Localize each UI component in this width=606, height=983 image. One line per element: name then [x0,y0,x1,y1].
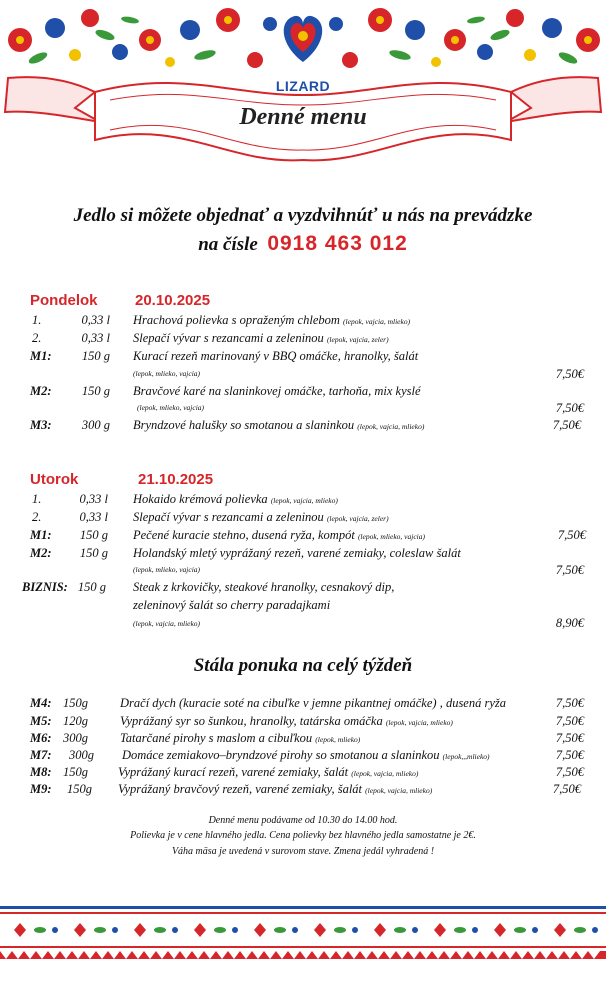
item-code: M8: [30,765,52,779]
day-name: Pondelok [30,292,98,309]
item-desc-line2: zeleninový šalát so cherry paradajkami [133,598,331,612]
item-code: 1. [32,492,42,506]
menu-item [0,528,606,546]
menu-item [0,765,606,783]
item-desc: Kurací rezeň marinovaný v BBQ omáčke, hranolky, šalát [133,349,419,363]
item-desc: Dračí dych (kuracie soté na cibuľke v jemne pikantnej omáčke) , dusená ryža [120,696,507,710]
item-allergens: (lepok, vajcia, mlieko) [385,718,453,727]
phone-number[interactable]: 0918 463 012 [267,232,408,255]
menu-item [0,782,606,800]
item-code: M4: [30,696,52,710]
day-name: Utorok [30,471,79,488]
item-qty: 150 g [81,384,110,398]
item-desc: Holandský mletý vyprážaný rezeň, varené zemiaky, coleslaw šalát [133,546,461,560]
item-qty: 150 g [79,546,108,560]
item-qty: 300g [63,731,88,745]
item-price: 8,90€ [555,616,584,630]
menu-item [0,313,606,331]
item-price: 7,50€ [555,563,584,577]
intro-prefix: na čísle [198,234,258,255]
menu-item [0,696,606,714]
menu-item-continued [0,598,606,616]
note-weight: Váha mäsa je uvedená v surovom stave. Zmena jedál vyhradená ! [171,846,435,857]
item-code: M6: [30,731,52,745]
item-code: BIZNIS: [22,580,68,594]
item-allergens: (lepok, mlieko, vajcia) [357,532,425,541]
item-code: M2: [30,384,52,398]
folk-ornament-footer [0,902,606,962]
item-qty: 0,33 l [79,510,108,524]
item-code: M3: [30,418,52,432]
menu-item [0,418,606,436]
item-desc: Bryndzové halušky so smotanou a slaninkou [133,418,355,432]
item-allergens: (lepok, mlieko, vajcia) [137,403,205,412]
item-desc: Slepačí vývar s rezancami a zeleninou [133,510,324,524]
menu-item [0,546,606,564]
menu-item-allergens-row [0,563,606,581]
item-allergens: (lepok, vajcia, mlieko) [365,786,433,795]
item-desc: Steak z krkovičky, steakové hranolky, cesnakový dip, [133,580,395,594]
item-allergens: (lepok,,,mlieko) [442,752,490,761]
menu-item [0,580,606,598]
item-code: M7: [30,748,52,762]
item-price: 7,50€ [552,418,581,432]
menu-item-allergens-row [0,616,606,634]
item-qty: 300 g [81,418,110,432]
item-qty: 150 g [79,528,108,542]
item-price: 7,50€ [552,782,581,796]
item-qty: 150g [63,696,88,710]
item-qty: 150g [67,782,92,796]
item-qty: 0,33 l [79,492,108,506]
menu-item [0,731,606,749]
item-price: 7,50€ [555,401,584,415]
item-qty: 0,33 l [81,331,110,345]
menu-item-allergens-row [0,401,606,419]
item-desc: Tatarčané pirohy s maslom a cibuľkou [120,731,313,745]
item-allergens: (lepok, vajcia, mlieko) [343,317,411,326]
item-price: 7,50€ [555,765,584,779]
note-hours: Denné menu podávame od 10.30 do 14.00 hod. [208,815,398,826]
weekly-title: Stála ponuka na celý týždeň [193,655,413,676]
item-qty: 150 g [77,580,106,594]
item-allergens: (lepok, vajcia, mlieko) [351,769,419,778]
item-desc: Domáce zemiakovo–bryndzové pirohy so smotanou a slaninkou [122,748,440,762]
menu-item-allergens-row [0,367,606,385]
menu-item [0,331,606,349]
brand-logo: LIZARD [275,78,331,94]
item-code: M2: [30,546,52,560]
item-price: 7,50€ [555,714,584,728]
item-desc: Slepačí vývar s rezancami a zeleninou [133,331,324,345]
heart-icon [284,16,322,62]
item-allergens: (lepok, mlieko, vajcia) [133,369,201,378]
item-allergens: (lepok, vajcia, zeler) [326,335,389,344]
item-code: 2. [32,331,42,345]
item-code: 1. [32,313,42,327]
day-date: 20.10.2025 [135,292,211,309]
item-allergens: (lepok, vajcia, mlieko) [357,422,425,431]
item-desc: Pečené kuracie stehno, dusená ryža, kompót [133,528,355,542]
item-allergens: (lepok, mlieko, vajcia) [133,565,201,574]
item-desc: Bravčové karé na slaninkovej omáčke, tarhoňa, mix kyslé [133,384,421,398]
item-price: 7,50€ [555,748,584,762]
item-allergens: (lepok, vajcia, zeler) [326,514,389,523]
item-desc: Hrachová polievka s opraženým chlebom [133,313,340,327]
item-price: 7,50€ [555,731,584,745]
item-price: 7,50€ [555,367,584,381]
menu-item [0,349,606,367]
item-code: M1: [30,528,52,542]
item-desc: Vyprážaný bravčový rezeň, varené zemiaky, šalát [118,782,363,796]
item-allergens: (lepok, mlieko) [315,735,361,744]
menu-item [0,748,606,766]
item-qty: 150g [63,765,88,779]
menu-item [0,384,606,402]
item-desc: Vyprážaný syr so šunkou, hranolky, tatárska omáčka [120,714,383,728]
item-price: 7,50€ [555,696,584,710]
item-qty: 120g [63,714,88,728]
item-code: 2. [32,510,42,524]
item-desc: Vyprážaný kurací rezeň, varené zemiaky, šalát [118,765,349,779]
menu-item [0,492,606,510]
day-date: 21.10.2025 [138,471,214,488]
item-code: M1: [30,349,52,363]
menu-item [0,714,606,732]
item-qty: 300g [69,748,94,762]
item-allergens: (lepok, vajcia, mlieko) [133,619,201,628]
item-qty: 0,33 l [81,313,110,327]
intro-line-1: Jedlo si môžete objednať a vyzdvihnúť u nás na prevádzke [73,205,533,226]
note-soup-price: Polievka je v cene hlavného jedla. Cena polievky bez hlavného jedla samostatne je 2€. [130,830,476,841]
folk-pattern-icon [0,918,606,942]
page-title: Denné menu [239,104,367,130]
item-code: M9: [30,782,52,796]
item-desc: Hokaido krémová polievka [133,492,268,506]
intro-line-2 [0,232,606,256]
item-code: M5: [30,714,52,728]
item-allergens: (lepok, vajcia, mlieko) [270,496,338,505]
menu-item [0,510,606,528]
item-price: 7,50€ [557,528,586,542]
item-qty: 150 g [81,349,110,363]
